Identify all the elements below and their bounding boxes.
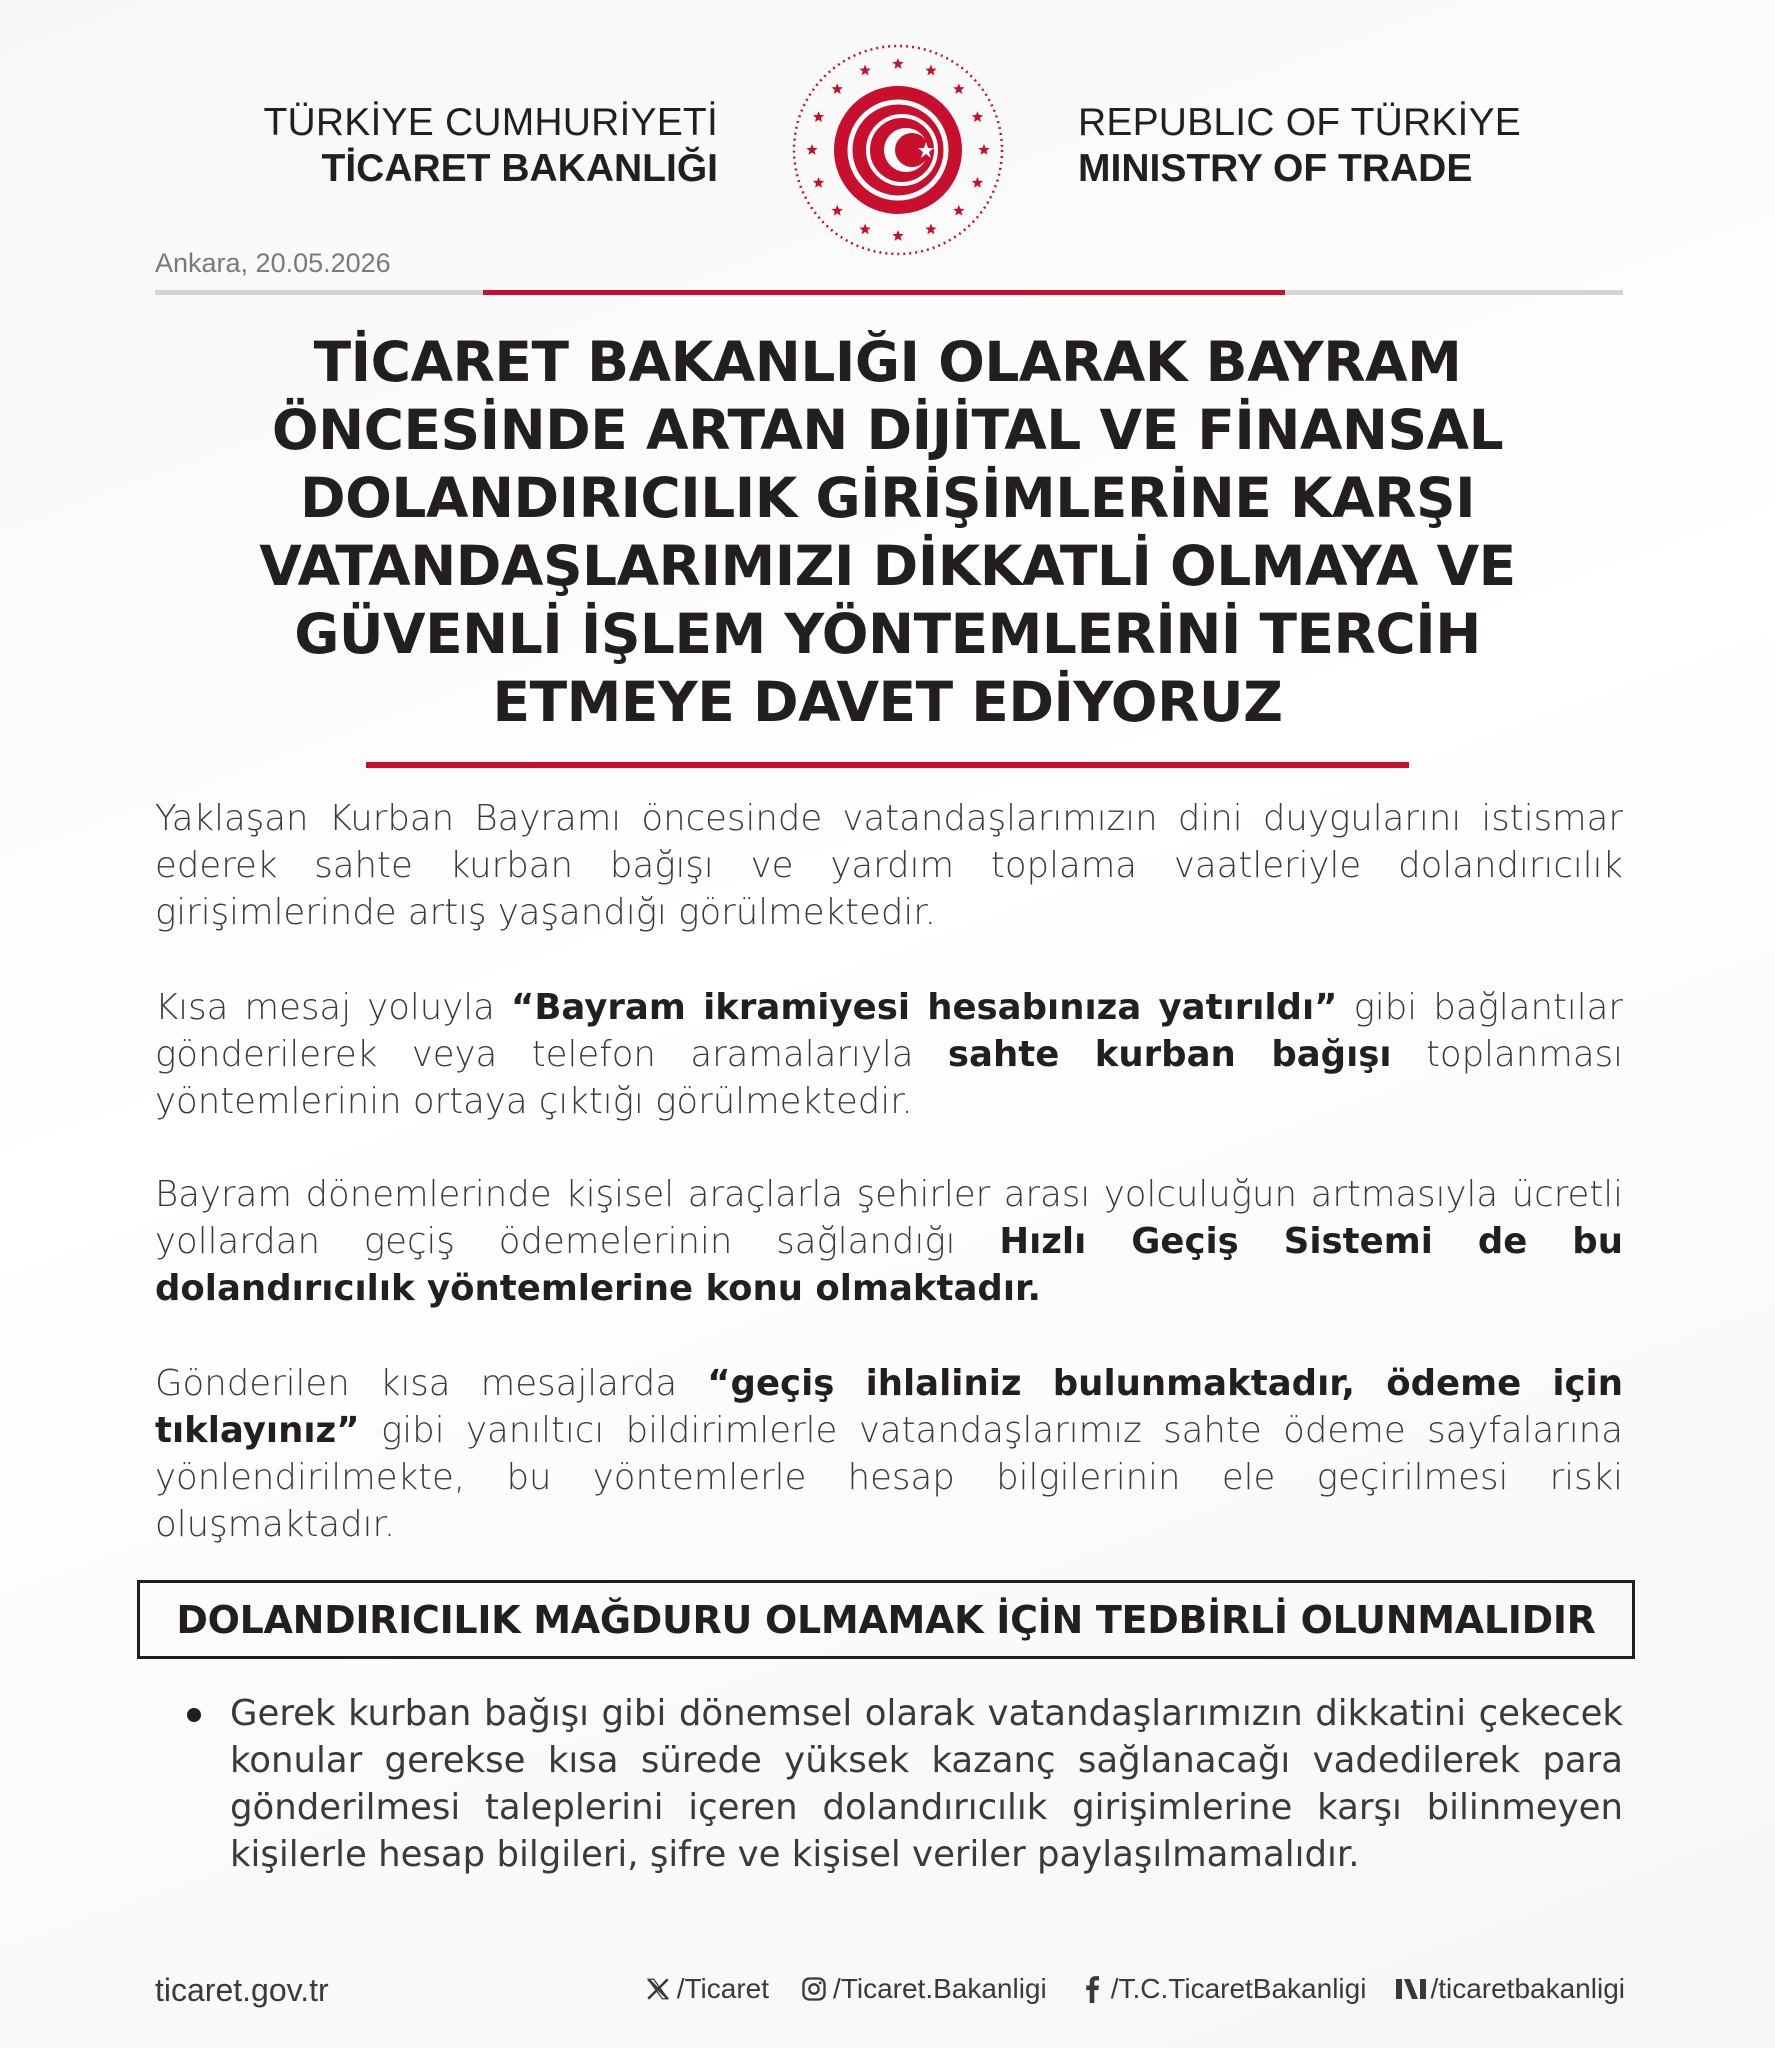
- emblem-star: [925, 223, 936, 234]
- title-line: VATANDAŞLARIMIZI DİKKATLİ OLMAYA VE: [259, 534, 1516, 598]
- emblem-star: [859, 223, 870, 234]
- social-label: /Ticaret.Bakanligi: [833, 1973, 1047, 2004]
- warning-heading: DOLANDIRICILIK MAĞDURU OLMAMAK İÇİN TEDBİRLİ OLUNMALIDIR: [176, 1597, 1596, 1642]
- text-run: Gönderilen kısa mesajlarda: [155, 1363, 708, 1404]
- text-run: Bayram dönemlerinde kişisel araçlarla şehirler arası yolculuğun artmasıyla ücretli yollardan geçiş ödemelerinin sağlandığı: [155, 1174, 1623, 1262]
- date-line: Ankara, 20.05.2026: [155, 248, 391, 278]
- title-line: ETMEYE DAVET EDİYORUZ: [492, 670, 1283, 734]
- emblem-star: [806, 144, 817, 155]
- title-line: DOLANDIRICILIK GİRİŞİMLERİNE KARŞI: [299, 466, 1476, 530]
- text-run: gibi yanıltıcı bildirimlerle vatandaşlarımız sahte ödeme sayfalarına yönlendirilmekte, bu yöntemlerle hesap bilgilerinin ele geçirilmesi riski oluşmaktadır.: [155, 1410, 1623, 1545]
- emblem-star: [831, 83, 842, 94]
- social-link-x[interactable]: [641, 1972, 769, 2006]
- emblem-star: [859, 65, 870, 76]
- divider-red-title: [366, 762, 1409, 768]
- emblem-star: [925, 65, 936, 76]
- social-link-nsosyal[interactable]: [1394, 1972, 1625, 2006]
- x-icon: [641, 1972, 675, 2006]
- bold-phrase: sahte kurban bağışı: [947, 1034, 1392, 1075]
- social-label: /Ticaret: [676, 1973, 769, 2004]
- bullet-icon: [187, 1708, 201, 1722]
- letterhead: [0, 40, 1775, 260]
- ministry-name-en: MINISTRY OF TRADE: [1078, 147, 1473, 190]
- social-link-instagram[interactable]: [797, 1972, 1047, 2006]
- country-name-en: REPUBLIC OF TÜRKİYE: [1078, 101, 1522, 144]
- emblem-star: [892, 58, 903, 69]
- emblem-star: [978, 144, 989, 155]
- bold-quote: “geçiş ihlaliniz bulunmaktadır, ödeme için tıklayınız”: [155, 1363, 1623, 1451]
- bullet-list: [185, 1690, 1623, 1878]
- text-run: gibi bağlantılar gönderilerek veya telefon aramalarıyla: [155, 987, 1623, 1075]
- social-label: /T.C.TicaretBakanligi: [1110, 1973, 1367, 2004]
- ministry-emblem-icon: [788, 40, 1008, 260]
- bullet-text: Gerek kurban bağışı gibi dönemsel olarak vatandaşlarımızın dikkatini çekecek konular gerekse kısa sürede yüksek kazanç sağlanacağı vadedilerek para gönderilmesi taleplerini içeren dolandırıcılık girişimlerine karşı bilinmeyen kişilerle hesap bilgileri, şifre ve kişisel veriler paylaşılmamalıdır.: [230, 1693, 1623, 1875]
- country-name-tr: TÜRKİYE CUMHURİYETİ: [263, 101, 718, 144]
- warning-box: [137, 1580, 1635, 1659]
- nsosyal-icon: [1394, 1972, 1428, 2006]
- paragraph-hgs: [155, 1171, 1623, 1312]
- list-item: [185, 1690, 1623, 1878]
- emblem-star: [892, 230, 903, 241]
- letterhead-turkish: [264, 100, 719, 192]
- ministry-name-tr: TİCARET BAKANLIĞI: [321, 147, 718, 190]
- facebook-icon: [1075, 1972, 1109, 2006]
- emblem-star: [813, 177, 824, 188]
- text-run: Kısa mesaj yoluyla: [155, 987, 512, 1028]
- title-line: ÖNCESİNDE ARTAN DİJİTAL VE FİNANSAL: [271, 398, 1504, 462]
- divider-red-top: [483, 290, 1285, 295]
- emblem-star: [813, 111, 824, 122]
- title-line: GÜVENLİ İŞLEM YÖNTEMLERİNİ TERCİH: [294, 602, 1481, 666]
- bold-phrase: Hızlı Geçiş Sistemi de bu dolandırıcılık yöntemlerine konu olmaktadır.: [155, 1221, 1623, 1309]
- bold-quote: “Bayram ikramiyesi hesabınıza yatırıldı”: [511, 987, 1338, 1028]
- paragraph-messages: [155, 1360, 1623, 1548]
- emblem-star: [831, 205, 842, 216]
- social-label: /ticaretbakanligi: [1430, 1973, 1625, 2004]
- paragraph-intro: Yaklaşan Kurban Bayramı öncesinde vatandaşlarımızın dini duygularını istismar ederek sahte kurban bağışı ve yardım toplama vaatleriyle dolandırıcılık girişimlerinde artış yaşandığı görülmektedir.: [155, 798, 1623, 933]
- title-line: TİCARET BAKANLIĞI OLARAK BAYRAM: [313, 330, 1462, 394]
- instagram-icon: [797, 1972, 831, 2006]
- website-link[interactable]: ticaret.gov.tr: [155, 1972, 329, 2008]
- emblem-star: [953, 205, 964, 216]
- paragraph-sms: [155, 984, 1623, 1125]
- social-link-facebook[interactable]: [1075, 1972, 1367, 2006]
- text-run: toplanması yöntemlerinin ortaya çıktığı görülmektedir.: [155, 1034, 1623, 1122]
- page-title: [160, 328, 1615, 736]
- letterhead-english: [1078, 100, 1521, 192]
- emblem-star: [953, 83, 964, 94]
- emblem-star: [972, 177, 983, 188]
- social-links: [641, 1972, 1625, 2006]
- footer: [155, 1968, 1625, 2016]
- emblem-star: [972, 111, 983, 122]
